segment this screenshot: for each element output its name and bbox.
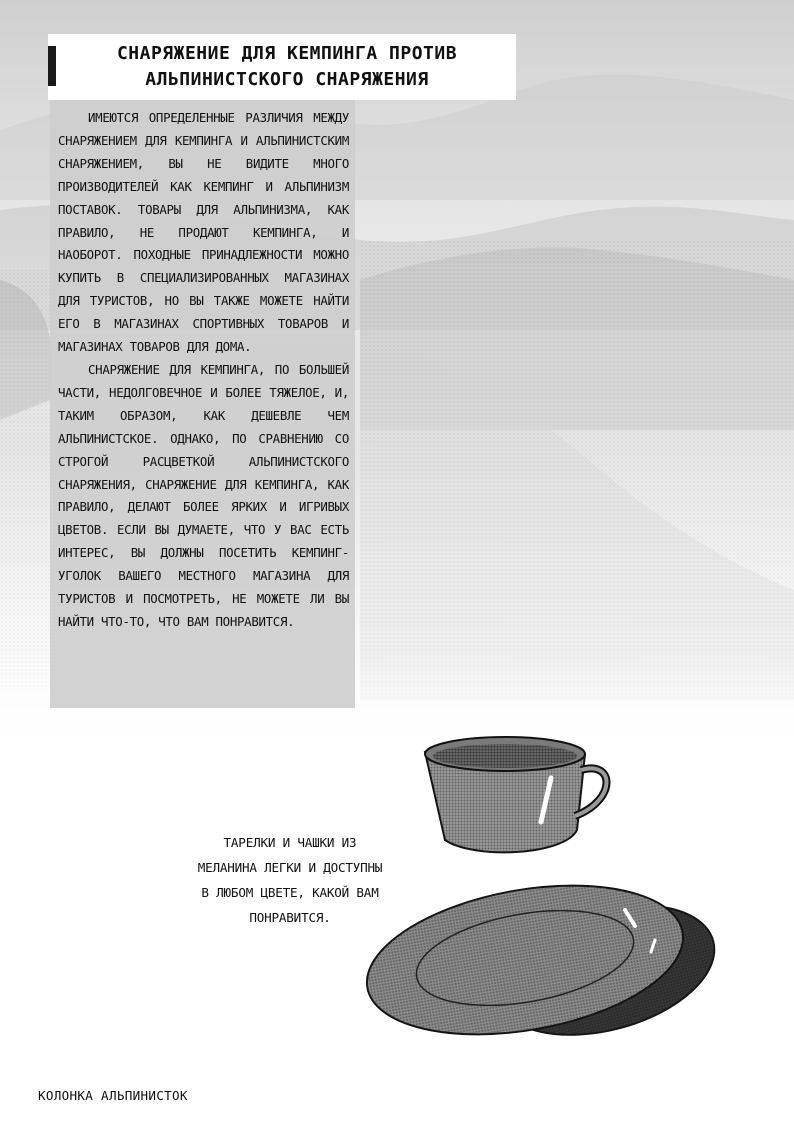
article-heading: [48, 34, 516, 100]
column-footer: КОЛОНКА АЛЬПИНИСТОК: [38, 1088, 188, 1103]
caption-line-1: ТАРЕЛКИ И ЧАШКИ ИЗ: [223, 835, 357, 850]
heading-line-1: СНАРЯЖЕНИЕ ДЛЯ КЕМПИНГА ПРОТИВ: [116, 43, 458, 64]
body-paragraph-2: СНАРЯЖЕНИЕ ДЛЯ КЕМПИНГА, ПО БОЛЬШЕЙ ЧАСТИ, НЕДОЛГОВЕЧНОЕ И БОЛЕЕ ТЯЖЕЛОЕ, И, ТАКИМ ОБРАЗОМ, КАК ДЕШЕВЛЕ ЧЕМ АЛЬПИНИСТСКОЕ. ОДНАКО, ПО СРАВНЕНИЮ СО СТРОГОЙ РАСЦВЕТКОЙ АЛЬПИНИСТСКОГО СНАРЯЖЕНИЯ, СНАРЯЖЕНИЕ ДЛЯ КЕМПИНГА, КАК ПРАВИЛО, ДЕЛАЮТ БОЛЕЕ ЯРКИХ И ИГРИВЫХ ЦВЕТОВ. ЕСЛИ ВЫ ДУМАЕТЕ, ЧТО У ВАС ЕСТЬ ИНТЕРЕС, ВЫ ДОЛЖНЫ ПОСЕТИТЬ КЕМПИНГ-УГОЛОК ВАШЕГО МЕСТНОГО МАГАЗИНА ДЛЯ ТУРИСТОВ И ПОСМОТРЕТЬ, НЕ МОЖЕТЕ ЛИ ВЫ НАЙТИ ЧТО-ТО, ЧТО ВАМ ПОНРАВИТСЯ.: [58, 361, 349, 629]
heading-line-2: АЛЬПИНИСТСКОГО СНАРЯЖЕНИЯ: [145, 69, 429, 90]
illustration-caption: [165, 830, 415, 930]
body-paragraph-1: ИМЕЮТСЯ ОПРЕДЕЛЕННЫЕ РАЗЛИЧИЯ МЕЖДУ СНАРЯЖЕНИЕМ ДЛЯ КЕМПИНГА И АЛЬПИНИСТСКИМ СНАРЯЖЕНИЕМ, ВЫ НЕ ВИДИТЕ МНОГО ПРОИЗВОДИТЕЛЕЙ КАК КЕМПИНГ И АЛЬПИНИЗМ ПОСТАВОК. ТОВАРЫ ДЛЯ АЛЬПИНИЗМА, КАК ПРАВИЛО, НЕ ПРОДАЮТ КЕМПИНГА, И НАОБОРОТ. ПОХОДНЫЕ ПРИНАДЛЕЖНОСТИ МОЖНО КУПИТЬ В СПЕЦИАЛИЗИРОВАННЫХ МАГАЗИНАХ ДЛЯ ТУРИСТОВ, НО ВЫ ТАКЖЕ МОЖЕТЕ НАЙТИ ЕГО В МАГАЗИНАХ СПОРТИВНЫХ ТОВАРОВ И МАГАЗИНАХ ТОВАРОВ ДЛЯ ДОМА.: [58, 110, 349, 355]
caption-line-3: В ЛЮБОМ ЦВЕТЕ, КАКОЙ ВАМ: [201, 885, 379, 900]
caption-line-4: ПОНРАВИТСЯ.: [249, 910, 331, 925]
heading-accent-bar: [48, 46, 56, 86]
cup: [425, 737, 607, 852]
article-text-panel: [50, 100, 355, 708]
caption-line-2: МЕЛАНИНА ЛЕГКИ И ДОСТУПНЫ: [197, 860, 383, 875]
